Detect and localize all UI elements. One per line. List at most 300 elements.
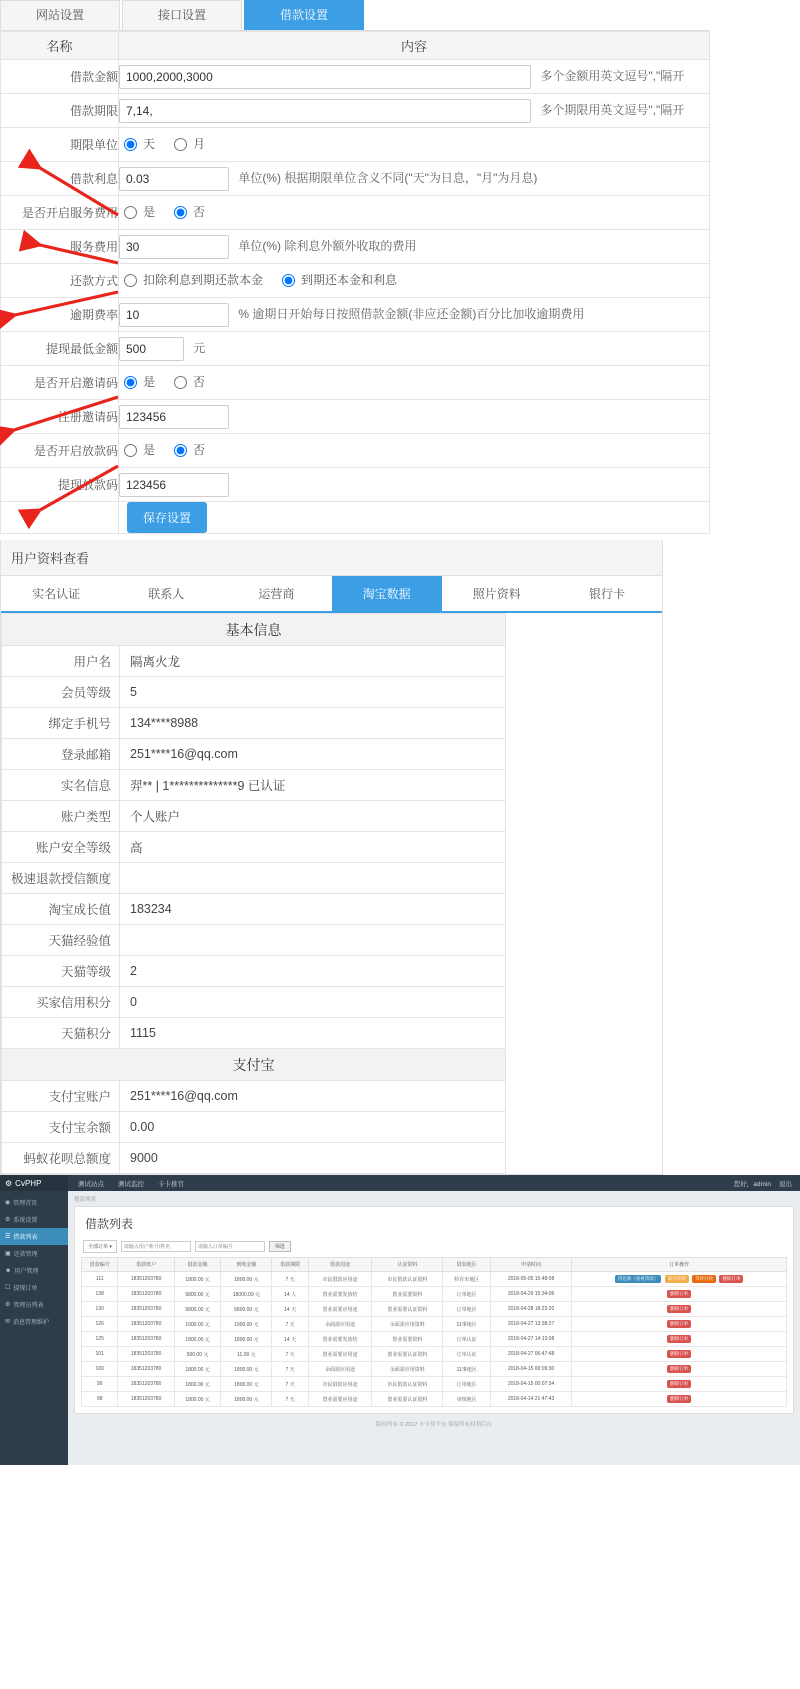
col-loan-account: 借款账户 (118, 1258, 174, 1272)
label-loan-amount: 借款金额 (1, 60, 119, 94)
cell-region: 订单地区 (443, 1302, 490, 1317)
delete-order-button[interactable]: 删除订单 (667, 1335, 691, 1343)
table-row (82, 1347, 787, 1362)
table-row (2, 1143, 506, 1174)
cell-account: 18351203780 (118, 1317, 174, 1332)
col-loan-amount: 借款金额 (174, 1258, 221, 1272)
money-icon: ▣ (5, 1251, 11, 1257)
cell-account: 18351203780 (118, 1377, 174, 1392)
table-row (2, 801, 506, 832)
tab-realname[interactable]: 实名认证 (32, 587, 81, 601)
admin-brand-label: CvPHP (15, 1178, 42, 1188)
cell-time: 2018-04-27 13:38:27 (490, 1317, 571, 1332)
gear-icon: ⚙ (5, 1178, 13, 1188)
table-row (82, 1392, 787, 1407)
list-icon: ☰ (5, 1234, 11, 1240)
chevron-down-icon: ▾ (109, 1244, 112, 1250)
radio-repay-principal-interest[interactable] (277, 271, 397, 288)
key-tmall-exp: 天猫经验值 (2, 925, 120, 956)
hint-overdue-rate: % 逾期日开始每日按照借款金额(非应还金额)百分比加收逾期费用 (238, 306, 585, 321)
table-row (82, 1302, 787, 1317)
table-row (1, 196, 710, 230)
value-tmall-exp (120, 925, 506, 956)
table-row (2, 987, 506, 1018)
cell-use: 置业需要应用途 (308, 1392, 371, 1407)
loan-settings-panel (0, 0, 710, 534)
admin-body (0, 1191, 800, 1465)
field-register-invite-code (119, 400, 710, 434)
label-withdraw-payout-code: 提现放款码 (1, 468, 119, 502)
sidebar-item-repayment[interactable]: ▣ 还款管理 (5, 1251, 38, 1258)
delete-order-button[interactable]: 删除订单 (719, 1275, 743, 1283)
radio-label-term-unit-day: 天 (143, 136, 156, 151)
admin-topnav (68, 1179, 184, 1188)
tab-taobao-data[interactable]: 淘宝数据 (332, 576, 442, 611)
col-arrive-amount: 到账金额 (221, 1258, 272, 1272)
table-header-row (1, 32, 710, 60)
key-huabei-limit: 蚂蚁花呗总额度 (2, 1143, 120, 1174)
table-row (2, 956, 506, 987)
cell-actions (572, 1287, 787, 1302)
cell-arrive: 18000.00 元 (221, 1287, 272, 1302)
field-enable-invite-code (119, 366, 710, 400)
sidebar-item-withdraw-orders[interactable]: ☐ 提现订单 (5, 1285, 38, 1292)
value-tmall-level: 2 (120, 956, 506, 987)
cell-term: 14 天 (272, 1302, 308, 1317)
label-service-fee: 服务费用 (1, 230, 119, 264)
cell-cert: 置业需要认证资料 (372, 1347, 443, 1362)
cell-account: 18351203780 (118, 1392, 174, 1407)
cell-id: 111 (82, 1272, 118, 1287)
topnav-item-1[interactable]: 测试监控 (118, 1180, 144, 1188)
hint-min-withdraw: 元 (193, 340, 206, 355)
cell-term: 7 天 (272, 1317, 308, 1332)
col-apply-time: 申请时间 (490, 1258, 571, 1272)
cell-time: 2018-05-05 15:48:08 (490, 1272, 571, 1287)
card-icon: ☐ (5, 1285, 11, 1291)
col-loan-term: 借款期限 (272, 1258, 308, 1272)
cell-use: 置业需要发放结 (308, 1332, 371, 1347)
table-row (82, 1377, 787, 1392)
table-row (82, 1287, 787, 1302)
header-content: 内容 (119, 32, 710, 60)
sidebar-item-admin-list[interactable]: ⚙ 管理员列表 (5, 1302, 44, 1309)
label-repayment-method: 还款方式 (1, 264, 119, 298)
page-title: 借款列表 (85, 1217, 134, 1231)
radio-label-repay-principal-interest: 到期还本金和利息 (301, 272, 398, 287)
cell-id: 100 (82, 1362, 118, 1377)
field-overdue-rate (119, 298, 710, 332)
cell-account: 18351203780 (118, 1332, 174, 1347)
radio-term-unit-day[interactable] (119, 135, 155, 152)
table-row (1, 230, 710, 264)
table-row (2, 770, 506, 801)
cell-id: 138 (82, 1287, 118, 1302)
cell-region: 审核地区 (443, 1392, 490, 1407)
tab-loan-settings[interactable]: 借款设置 (244, 0, 364, 30)
field-enable-payout-code (119, 434, 710, 468)
order-status-dropdown-label: 全部订单 (88, 1244, 109, 1250)
value-account-type: 个人账户 (120, 801, 506, 832)
col-cert-data: 认证资料 (372, 1258, 443, 1272)
key-buyer-credit: 买家信用积分 (2, 987, 120, 1018)
header-name: 名称 (1, 32, 119, 60)
user-info-table (1, 613, 506, 1174)
cell-account: 18351203780 (118, 1302, 174, 1317)
delete-order-button[interactable]: 删除订单 (667, 1350, 691, 1358)
cell-actions (572, 1347, 787, 1362)
label-enable-invite-code: 是否开启邀请码 (1, 366, 119, 400)
table-row (2, 1081, 506, 1112)
shield-icon: ⚙ (5, 1302, 11, 1308)
table-row (1, 366, 710, 400)
key-fast-refund-credit: 极速退款授信额度 (2, 863, 120, 894)
delete-order-button[interactable]: 删除订单 (667, 1380, 691, 1388)
cell-region: 11事地区 (443, 1317, 490, 1332)
sidebar-item-home[interactable]: ◉ 管理首页 (5, 1200, 38, 1207)
topnav-item-2[interactable]: 卡卡推官 (158, 1180, 184, 1188)
cell-term: 7 天 (272, 1347, 308, 1362)
cell-time: 2018-04-15 00:07:34 (490, 1377, 571, 1392)
delete-order-button[interactable]: 删除订单 (667, 1365, 691, 1373)
cell-time: 2018-04-28 18:23:20 (490, 1302, 571, 1317)
radio-input-payout-yes[interactable] (124, 444, 137, 457)
hint-loan-amount: 多个金额用英文逗号","隔开 (540, 68, 685, 83)
tab-carrier[interactable]: 运营商 (258, 587, 295, 601)
order-id-search-input[interactable] (195, 1241, 265, 1252)
field-term-unit (119, 128, 710, 162)
cell-use: 置业需要应用途 (308, 1347, 371, 1362)
cell-cert: 余面需应用资料 (372, 1317, 443, 1332)
sidebar-item-loan-list[interactable]: ☰ 借款列表 (0, 1228, 68, 1245)
field-repayment-method (119, 264, 710, 298)
label-empty (1, 502, 119, 534)
table-row (82, 1317, 787, 1332)
table-row (82, 1362, 787, 1377)
label-loan-term: 借款期限 (1, 94, 119, 128)
cell-arrive: 1000.00 元 (221, 1317, 272, 1332)
radio-input-invite-no[interactable] (174, 376, 187, 389)
table-row (2, 925, 506, 956)
key-account-type: 账户类型 (2, 801, 120, 832)
cell-region: 特许市地区 (443, 1272, 490, 1287)
loan-list-card (74, 1206, 794, 1414)
cell-amount: 1800.00 元 (174, 1332, 221, 1347)
cell-amount: 5800.00 元 (174, 1287, 221, 1302)
loan-amount-input[interactable] (119, 65, 531, 89)
table-row (2, 894, 506, 925)
order-status-dropdown[interactable] (83, 1240, 117, 1253)
gear-icon: ⚙ (5, 1217, 11, 1223)
cell-use: 市民借款应用途 (308, 1272, 371, 1287)
table-row (1, 400, 710, 434)
tab-bankcard[interactable]: 银行卡 (588, 587, 625, 601)
radio-label-repay-deduct-interest: 扣除利息到期还款本金 (143, 272, 264, 287)
cell-time: 2018-04-15 00:09:30 (490, 1362, 571, 1377)
cell-id: 98 (82, 1392, 118, 1407)
action-button[interactable]: 离开贷款 (665, 1275, 689, 1283)
radio-label-payout-no: 否 (193, 442, 206, 457)
cell-amount: 1800.00 元 (174, 1392, 221, 1407)
table-row (2, 1112, 506, 1143)
value-huabei-limit: 9000 (120, 1143, 506, 1174)
cell-use: 置业需要发放结 (308, 1287, 371, 1302)
user-icon: ☻ (5, 1267, 12, 1274)
sidebar-item-message-manage[interactable]: ✉ 消息管理维护 (5, 1319, 50, 1326)
cell-actions (572, 1317, 787, 1332)
key-login-email: 登录邮箱 (2, 739, 120, 770)
cell-cert: 置业需要认证资料 (372, 1302, 443, 1317)
cell-account: 18351203780 (118, 1272, 174, 1287)
tab-interface-settings[interactable]: 接口设置 (122, 0, 242, 30)
cell-region: 11事地区 (443, 1362, 490, 1377)
cell-region: 订单认证 (443, 1332, 490, 1347)
tab-website-settings[interactable]: 网站设置 (0, 0, 120, 30)
table-row (1, 60, 710, 94)
cell-actions (572, 1392, 787, 1407)
delete-order-button[interactable]: 删除订单 (667, 1320, 691, 1328)
cell-account: 18351203780 (118, 1347, 174, 1362)
cell-time: 2018-04-27 14:13:08 (490, 1332, 571, 1347)
admin-topright (734, 1179, 800, 1188)
tab-photos[interactable]: 照片资料 (472, 587, 521, 601)
cell-id: 126 (82, 1317, 118, 1332)
radio-label-invite-yes: 是 (143, 374, 156, 389)
cell-time: 2018-04-27 06:47:48 (490, 1347, 571, 1362)
table-row (2, 863, 506, 894)
table-row (1, 128, 710, 162)
cell-term: 14 天 (272, 1332, 308, 1347)
field-withdraw-payout-code (119, 468, 710, 502)
logout-link[interactable]: 退出 (779, 1180, 792, 1188)
user-data-title: 用户资料查看 (1, 540, 662, 576)
table-row (1, 264, 710, 298)
col-order-actions: 订单操作 (572, 1258, 787, 1272)
cell-use: 置业需要应用途 (308, 1302, 371, 1317)
topnav-item-0[interactable]: 测试站点 (78, 1180, 104, 1188)
user-data-tabs (1, 576, 662, 613)
withdraw-payout-code-input[interactable] (119, 473, 229, 497)
table-row (2, 646, 506, 677)
table-row (1, 162, 710, 196)
field-loan-interest (119, 162, 710, 196)
hint-loan-term: 多个期限用英文逗号","隔开 (540, 102, 685, 117)
cell-cert: 余面需应用资料 (372, 1362, 443, 1377)
label-term-unit: 期限单位 (1, 128, 119, 162)
section-heading-row (2, 1049, 506, 1081)
cell-id: 99 (82, 1377, 118, 1392)
key-tmall-points: 天猫积分 (2, 1018, 120, 1049)
field-save (119, 502, 710, 534)
admin-topbar (0, 1175, 800, 1191)
radio-input-term-unit-day[interactable] (124, 138, 137, 151)
table-row (1, 332, 710, 366)
service-fee-input[interactable] (119, 235, 229, 259)
register-invite-code-input[interactable] (119, 405, 229, 429)
radio-label-invite-no: 否 (193, 374, 206, 389)
radio-input-term-unit-month[interactable] (174, 138, 187, 151)
admin-footer: 版权所有 © 2017 卡卡贷平台 保留所有权利后台 (376, 1422, 492, 1428)
value-login-email: 251****16@qq.com (120, 739, 506, 770)
label-overdue-rate: 逾期费率 (1, 298, 119, 332)
radio-input-invite-yes[interactable] (124, 376, 137, 389)
radio-label-term-unit-month: 月 (193, 136, 206, 151)
table-row (1, 468, 710, 502)
save-button[interactable]: 保存设置 (127, 502, 207, 533)
value-tmall-points: 1115 (120, 1018, 506, 1049)
table-row (1, 502, 710, 534)
loan-interest-input[interactable] (119, 167, 229, 191)
col-loan-region: 借款地区 (443, 1258, 490, 1272)
table-header-row (82, 1258, 787, 1272)
radio-label-payout-yes: 是 (143, 442, 156, 457)
radio-payout-no[interactable] (169, 441, 205, 458)
cell-term: 7 天 (272, 1362, 308, 1377)
cell-term: 7 天 (272, 1392, 308, 1407)
admin-main (68, 1191, 800, 1465)
admin-brand[interactable] (0, 1175, 68, 1191)
table-row (82, 1272, 787, 1287)
cell-account: 18351203780 (118, 1287, 174, 1302)
field-loan-term (119, 94, 710, 128)
breadcrumb: 借款列表 (74, 1197, 97, 1203)
value-username: 隔离火龙 (120, 646, 506, 677)
key-username: 用户名 (2, 646, 120, 677)
col-loan-id: 借款编号 (82, 1258, 118, 1272)
label-min-withdraw: 提现最低金额 (1, 332, 119, 366)
cell-actions (572, 1302, 787, 1317)
delete-order-button[interactable]: 删除订单 (667, 1290, 691, 1298)
value-taobao-growth: 183234 (120, 894, 506, 925)
cell-arrive: 1800.00 元 (221, 1362, 272, 1377)
cell-term: 7 天 (272, 1377, 308, 1392)
cell-actions (572, 1332, 787, 1347)
cell-time: 2018-04-29 15:34:06 (490, 1287, 571, 1302)
cell-term: 7 天 (272, 1272, 308, 1287)
sidebar-item-user-manage[interactable]: ☻ 用户管理 (5, 1267, 39, 1275)
key-member-level: 会员等级 (2, 677, 120, 708)
filter-button[interactable]: 筛选 (269, 1241, 291, 1252)
radio-invite-no[interactable] (169, 373, 205, 390)
account-search-input[interactable] (121, 1241, 191, 1252)
field-service-fee (119, 230, 710, 264)
cell-id: 125 (82, 1332, 118, 1347)
home-icon: ◉ (5, 1200, 11, 1206)
col-loan-use: 借款用途 (308, 1258, 371, 1272)
hint-service-fee: 单位(%) 除利息外额外收取的费用 (238, 238, 417, 253)
settings-tabs (0, 0, 710, 31)
value-buyer-credit: 0 (120, 987, 506, 1018)
table-row (1, 434, 710, 468)
cell-cert: 置业需要资料 (372, 1287, 443, 1302)
cell-cert: 置业需要资料 (372, 1332, 443, 1347)
cell-use: 市民借款应用途 (308, 1377, 371, 1392)
value-account-security-level: 高 (120, 832, 506, 863)
radio-input-payout-no[interactable] (174, 444, 187, 457)
user-data-panel (0, 540, 663, 1175)
radio-input-service-fee-no[interactable] (174, 206, 187, 219)
radio-invite-yes[interactable] (119, 373, 155, 390)
radio-label-service-fee-yes: 是 (143, 204, 156, 219)
value-alipay-balance: 0.00 (120, 1112, 506, 1143)
cell-time: 2018-04-14 21:47:43 (490, 1392, 571, 1407)
delete-order-button[interactable]: 删除订单 (667, 1395, 691, 1403)
cell-arrive: 1800.00 元 (221, 1332, 272, 1347)
key-realname-info: 实名信息 (2, 770, 120, 801)
cell-amount: 1800.00 元 (174, 1362, 221, 1377)
radio-label-service-fee-no: 否 (193, 204, 206, 219)
radio-term-unit-month[interactable] (169, 135, 205, 152)
cell-amount: 1000.00 元 (174, 1317, 221, 1332)
filter-bar (83, 1240, 787, 1253)
cell-id: 130 (82, 1302, 118, 1317)
radio-repay-deduct-interest[interactable] (119, 271, 263, 288)
cell-arrive: 1800.00 元 (221, 1392, 272, 1407)
settings-table (0, 31, 710, 534)
key-bound-phone: 绑定手机号 (2, 708, 120, 739)
cell-region: 订单地区 (443, 1287, 490, 1302)
label-enable-payout-code: 是否开启放款码 (1, 434, 119, 468)
loan-term-input[interactable] (119, 99, 531, 123)
field-min-withdraw (119, 332, 710, 366)
cell-cert: 市民借款认证资料 (372, 1272, 443, 1287)
radio-input-repay-deduct-interest[interactable] (124, 274, 137, 287)
cell-use: 余面需应用途 (308, 1317, 371, 1332)
cell-amount: 1800.00 元 (174, 1377, 221, 1392)
cell-arrive: 5800.00 元 (221, 1302, 272, 1317)
cell-id: 101 (82, 1347, 118, 1362)
table-row (2, 677, 506, 708)
min-withdraw-input[interactable] (119, 337, 184, 361)
value-fast-refund-credit (120, 863, 506, 894)
label-register-invite-code: 注册邀请码 (1, 400, 119, 434)
section-heading-alipay: 支付宝 (2, 1049, 506, 1081)
cell-term: 14 人 (272, 1287, 308, 1302)
radio-service-fee-no[interactable] (169, 203, 205, 220)
radio-input-repay-principal-interest[interactable] (282, 274, 295, 287)
key-alipay-account: 支付宝账户 (2, 1081, 120, 1112)
action-button[interactable]: 待还款（查看贷款） (615, 1275, 662, 1283)
radio-service-fee-yes[interactable] (119, 203, 155, 220)
cell-region: 订单地区 (443, 1377, 490, 1392)
key-alipay-balance: 支付宝余额 (2, 1112, 120, 1143)
table-row (2, 1018, 506, 1049)
radio-input-service-fee-yes[interactable] (124, 206, 137, 219)
radio-payout-yes[interactable] (119, 441, 155, 458)
cell-arrive: 1800.00 元 (221, 1272, 272, 1287)
cell-region: 订单认证 (443, 1347, 490, 1362)
value-bound-phone: 134****8988 (120, 708, 506, 739)
table-row (1, 298, 710, 332)
tab-contacts[interactable]: 联系人 (148, 587, 185, 601)
value-alipay-account: 251****16@qq.com (120, 1081, 506, 1112)
cell-amount: 1800.00 元 (174, 1272, 221, 1287)
delete-order-button[interactable]: 删除订单 (667, 1305, 691, 1313)
cell-cert: 置业需要认证资料 (372, 1392, 443, 1407)
orders-table (81, 1257, 787, 1407)
cell-arrive: 1800.00 元 (221, 1377, 272, 1392)
sidebar-item-system-settings[interactable]: ⚙ 系统设置 (5, 1217, 38, 1224)
overdue-rate-input[interactable] (119, 303, 229, 327)
hint-loan-interest: 单位(%) 根据期限单位含义不同("天"为日息，"月"为月息) (238, 170, 538, 185)
field-enable-service-fee (119, 196, 710, 230)
section-heading-basic: 基本信息 (2, 614, 506, 646)
field-loan-amount (119, 60, 710, 94)
label-loan-interest: 借款利息 (1, 162, 119, 196)
cell-amount: 5800.00 元 (174, 1302, 221, 1317)
action-button[interactable]: 等待付款 (692, 1275, 716, 1283)
table-row (2, 832, 506, 863)
